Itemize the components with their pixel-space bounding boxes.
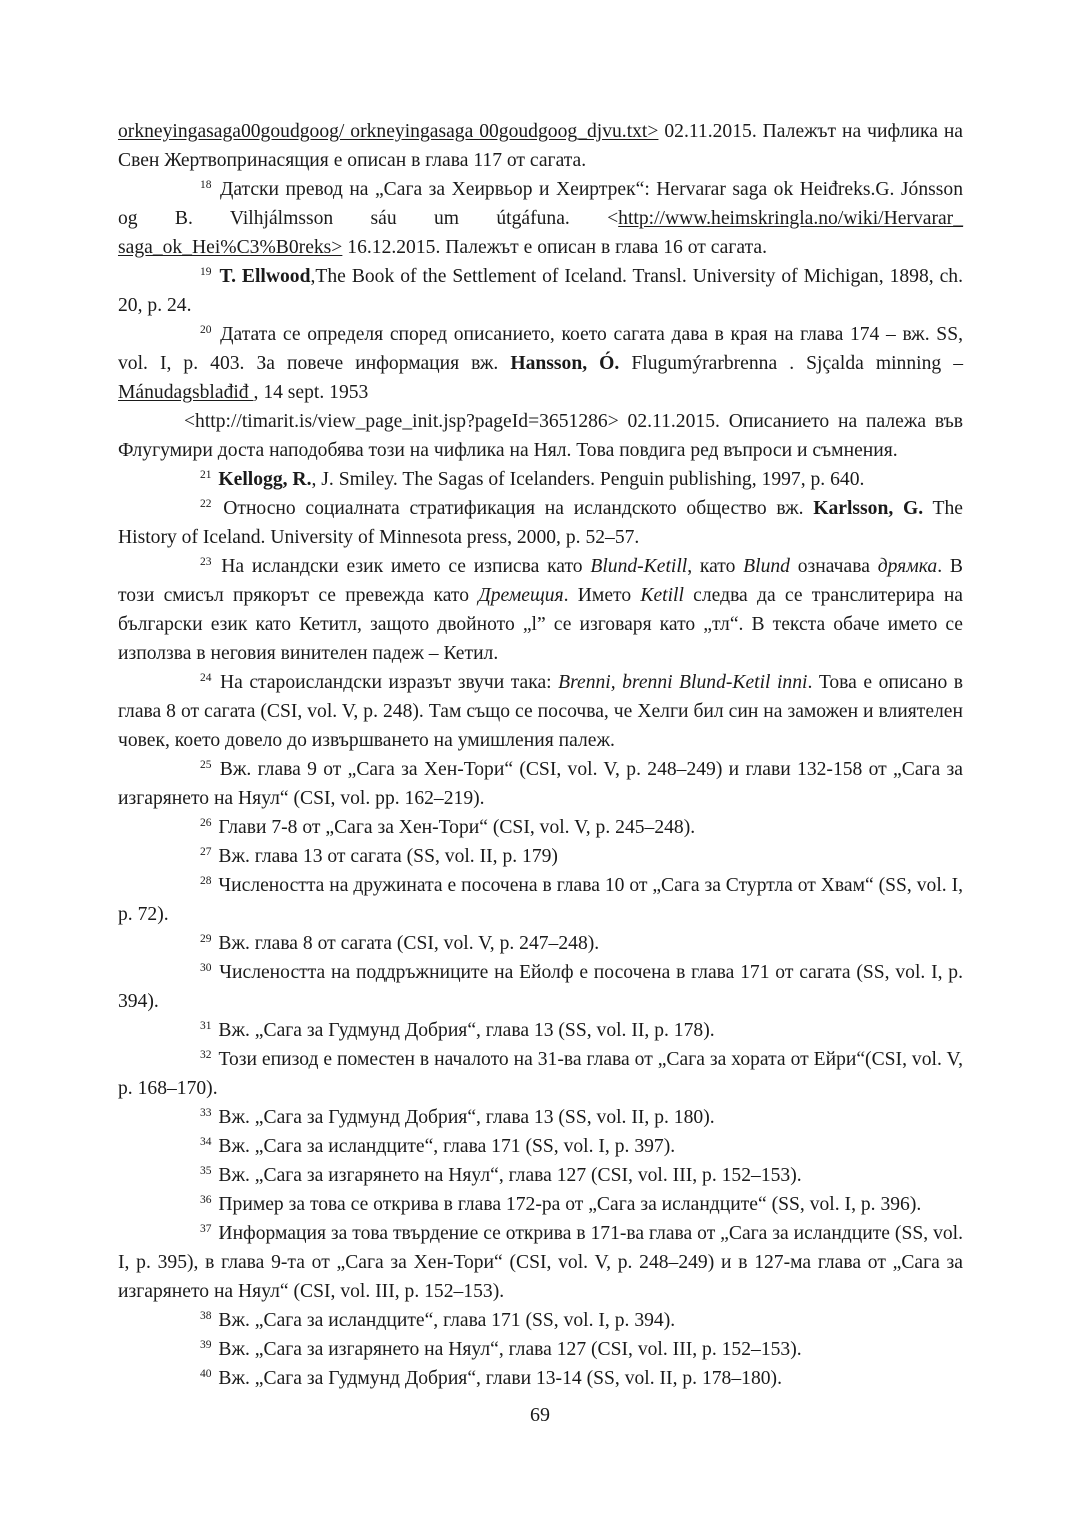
- footnote-38: $^{38}$ Вж. „Сага за исландците“, глава 171 (SS, vol. I, p. 394).: [200, 1310, 676, 1331]
- source-link[interactable]: http://www.heimskringla.no/wiki/Hervarar_ saga_ok_Hei%C3%B0reks>: [118, 208, 963, 258]
- footnote-36: $^{36}$ Пример за това се открива в глава 172-ра от „Сага за исландците“ (SS, vol. I, p. 396).: [200, 1194, 922, 1215]
- footnote-number: 20: [200, 324, 212, 336]
- author-name: T. Ellwood: [219, 266, 311, 287]
- footnote-number: 18: [200, 179, 212, 191]
- footnote-24: $^{24}$ На староисландски изразът звучи така: Brenni, brenni Blund-Ketil inni. Това е описано в глава 8 от сагата (CSI, vol. V, p. 248). Там също се посочва, че Хелги бил син на заможен и влиятелен човек, което довело до извършването на умишления палеж.: [118, 672, 964, 751]
- footnote-number: 22: [200, 498, 212, 510]
- footnote-21: $^{21}$ Kellogg, R., J. Smiley. The Sagas of Icelanders. Penguin publishing, 1997, p. 640.: [200, 469, 865, 490]
- footnote-number: 25: [200, 759, 212, 771]
- footnote-number: 27: [200, 846, 212, 858]
- footnote-35: $^{35}$ Вж. „Сага за изгарянето на Няул“, глава 127 (CSI, vol. III, p. 152–153).: [200, 1165, 802, 1186]
- footnote-number: 38: [200, 1310, 212, 1322]
- footnote-37: $^{37}$ Информация за това твърдение се открива в 171-ва глава от „Сага за исландците (SS, vol. I, p. 395), в глава 9-та от „Сага за Хен-Тори“ (CSI, vol. V, p. 248–249) и в 127-ма глава от „Сага за изгарянето на Няул“ (CSI, vol. III, p. 152–153).: [118, 1223, 963, 1302]
- footnote-number: 40: [200, 1368, 212, 1380]
- footnote-number: 30: [200, 962, 212, 974]
- footnote-number: 37: [200, 1223, 212, 1235]
- source-link[interactable]: orkneyingasaga00goudgoog/ orkneyingasaga 00goudgoog_djvu.txt>: [118, 121, 659, 142]
- footnote-20: $^{20}$ Датата се определя според описанието, което сагата дава в края на глава 174 – вж. SS, vol. I, p. 403. За повече информация вж. Hansson, Ó. Flugumýrarbrenna . Sjçalda minning – Mánudagsblađiđ , 14 sept. 1953: [118, 324, 963, 403]
- footnote-30: $^{30}$ Числеността на поддръжниците на Ейолф е посочена в глава 171 от сагата (SS, vol. I, p. 394).: [118, 962, 963, 1012]
- footnote-31: $^{31}$ Вж. „Сага за Гудмунд Добрия“, глава 13 (SS, vol. II, p. 178).: [200, 1020, 715, 1041]
- footnote-number: 35: [200, 1165, 212, 1177]
- footnote-40: $^{40}$ Вж. „Сага за Гудмунд Добрия“, глави 13-14 (SS, vol. II, p. 178–180).: [200, 1368, 782, 1389]
- footnote-20-continued: <http://timarit.is/view_page_init.jsp?pageId=3651286> 02.11.2015. Описанието на палежа във Флугумири доста наподобява този на чифлика на Нял. Това повдига ред въпроси и съмнения.: [118, 411, 963, 461]
- footnote-number: 31: [200, 1020, 212, 1032]
- footnote-27: $^{27}$ Вж. глава 13 от сагата (SS, vol. II, p. 179): [200, 846, 558, 867]
- footnote-39: $^{39}$ Вж. „Сага за изгарянето на Няул“, глава 127 (CSI, vol. III, p. 152–153).: [200, 1339, 802, 1360]
- footnote-25: $^{25}$ Вж. глава 9 от „Сага за Хен-Тори“ (CSI, vol. V, p. 248–249) и глави 132-158 от „Сага за изгарянето на Няул“ (CSI, vol. pp. 162–219).: [118, 759, 963, 809]
- footnote-22: $^{22}$ Относно социалната стратификация на исландското общество вж. Karlsson, G. The History of Iceland. University of Minnesota press, 2000, p. 52–57.: [118, 498, 964, 548]
- footnote-number: 28: [200, 875, 212, 887]
- author-name: Kellogg, R.: [218, 469, 312, 490]
- footnote-number: 23: [200, 556, 212, 568]
- page-number: 69: [530, 1404, 550, 1426]
- footnote-number: 24: [200, 672, 212, 684]
- author-name: Hansson, Ó.: [510, 353, 620, 374]
- footnotes-block: [118, 117, 963, 1393]
- footnote-26: $^{26}$ Глави 7-8 от „Сага за Хен-Тори“ (CSI, vol. V, p. 245–248).: [200, 817, 696, 838]
- footnote-number: 39: [200, 1339, 212, 1351]
- footnote-number: 32: [200, 1049, 212, 1061]
- footnote-number: 36: [200, 1194, 212, 1206]
- footnote-number: 33: [200, 1107, 212, 1119]
- footnote-number: 19: [200, 266, 212, 278]
- footnote-29: $^{29}$ Вж. глава 8 от сагата (CSI, vol. V, p. 247–248).: [200, 933, 600, 954]
- footnote-continuation: orkneyingasaga00goudgoog/ orkneyingasaga 00goudgoog_djvu.txt> 02.11.2015. Палежът на чифлика на Свен Жертвопринасящия е описан в глава 117 от сагата.: [118, 121, 964, 171]
- footnote-number: 21: [200, 469, 212, 481]
- journal-title: Mánudagsblađiđ: [118, 382, 254, 403]
- footnote-18: $^{18}$ Датски превод на „Сага за Хеирвьор и Хеиртрек“: Hervarar saga ok Heiđreks.G. Jónsson og B. Vilhjálmsson sáu um útgáfuna. <http://www.heimskringla.no/wiki/Hervarar_ saga_ok_Hei%C3%B0reks> 16.12.2015. Палежът е описан в глава 16 от сагата.: [118, 179, 963, 258]
- footnote-34: $^{34}$ Вж. „Сага за исландците“, глава 171 (SS, vol. I, p. 397).: [200, 1136, 676, 1157]
- footnote-number: 26: [200, 817, 212, 829]
- footnote-28: $^{28}$ Числеността на дружината е посочена в глава 10 от „Сага за Стуртла от Хвам“ (SS, vol. I, p. 72).: [118, 875, 963, 925]
- footnote-19: $^{19}$ T. Ellwood,The Book of the Settlement of Iceland. Transl. University of Michigan, 1898, ch. 20, p. 24.: [118, 266, 963, 316]
- footnote-32: $^{32}$ Този епизод е поместен в началото на 31-ва глава от „Сага за хората от Ейри“(CSI, vol. V, p. 168–170).: [118, 1049, 963, 1099]
- footnote-23: $^{23}$ На исландски език името се изписва като Blund-Ketill, като Blund означава дрямка. В този смисъл прякорът се превежда като Дремещия. Името Ketill следва да се транслитерира на български език като Кетитл, защото двойното „l” се изговаря като „тл“. В текста обаче името се използва в неговия винителен падеж – Кетил.: [118, 556, 963, 664]
- author-name: Karlsson, G.: [813, 498, 924, 519]
- footnote-number: 29: [200, 933, 212, 945]
- footnote-33: $^{33}$ Вж. „Сага за Гудмунд Добрия“, глава 13 (SS, vol. II, p. 180).: [200, 1107, 715, 1128]
- footnote-number: 34: [200, 1136, 212, 1148]
